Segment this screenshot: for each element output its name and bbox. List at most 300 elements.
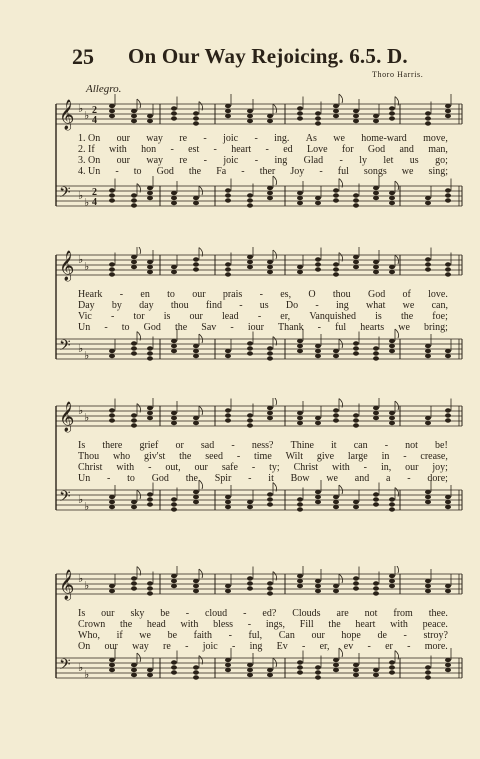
notehead [171, 339, 177, 343]
notehead [333, 500, 339, 504]
notehead [389, 584, 395, 588]
lyrics-block [78, 440, 448, 484]
notehead [147, 492, 153, 496]
notehead [353, 673, 359, 677]
notehead [297, 660, 303, 664]
notehead [171, 196, 177, 200]
lyric-syllable: from [393, 608, 413, 619]
lyric-syllable: - [248, 473, 252, 484]
notehead [131, 265, 137, 269]
lyric-syllable: us [409, 155, 419, 166]
lyric-syllable: - [302, 641, 306, 652]
notehead [171, 584, 177, 588]
lyric-syllable: Heark [78, 289, 103, 300]
lyric-syllable: God [367, 144, 386, 155]
notehead [109, 505, 115, 509]
notehead [315, 267, 321, 271]
notehead [147, 502, 153, 506]
notehead [297, 502, 303, 506]
notehead [445, 198, 451, 202]
flat-sign-icon: ♭ [78, 573, 84, 585]
notehead [297, 106, 303, 110]
notehead [333, 114, 339, 118]
composer-credit: Thoro Harris. [372, 70, 424, 79]
notehead [333, 188, 339, 192]
lyric-syllable: to [121, 322, 130, 333]
notehead [225, 589, 231, 593]
lyric-line [78, 440, 448, 451]
lyric-syllable: to [133, 166, 142, 177]
notehead [389, 507, 395, 511]
notehead [109, 589, 115, 593]
lyric-syllable: our [405, 462, 419, 473]
lyric-syllable: crease, [420, 451, 448, 462]
notehead [389, 265, 395, 269]
notehead [131, 203, 137, 207]
notehead [353, 109, 359, 113]
notehead [109, 193, 115, 197]
notehead [267, 492, 273, 496]
notehead [315, 670, 321, 674]
lyric-syllable: ed? [262, 608, 277, 619]
notehead [267, 411, 273, 415]
lyric-syllable: be [160, 608, 170, 619]
note-flag [137, 99, 141, 108]
notehead [131, 668, 137, 672]
notehead [445, 188, 451, 192]
notehead [353, 668, 359, 672]
staff [56, 406, 462, 426]
notehead [297, 670, 303, 674]
notehead [171, 579, 177, 583]
notehead [425, 495, 431, 499]
lyric-syllable: - [317, 322, 321, 333]
lyric-syllable: faith [193, 630, 212, 641]
lyric-syllable: - [257, 311, 262, 322]
notehead [445, 104, 451, 108]
notehead [315, 349, 321, 353]
lyric-syllable: way [146, 155, 164, 166]
notehead [247, 418, 253, 422]
note-flag [339, 485, 343, 494]
note-flag [137, 247, 141, 254]
lyric-syllable: tor [133, 311, 145, 322]
flat-sign-icon: ♭ [84, 197, 90, 209]
notehead [171, 507, 177, 511]
notehead [247, 109, 253, 113]
note-flag [199, 334, 203, 343]
notehead [267, 668, 273, 672]
notehead [353, 255, 359, 259]
notehead [267, 114, 273, 118]
notehead [353, 423, 359, 427]
lyric-syllable: hope [341, 630, 361, 641]
notehead [267, 591, 273, 595]
lyric-syllable: with [116, 462, 135, 473]
notehead [333, 663, 339, 667]
bass-clef-icon: 𝄢 [59, 184, 71, 204]
lyric-syllable: God [367, 289, 386, 300]
lyric-syllable: er [385, 641, 393, 652]
notehead [247, 413, 253, 417]
lyric-syllable: - [213, 144, 217, 155]
lyric-syllable: Christ [78, 462, 103, 473]
treble-clef-icon: 𝄞 [59, 100, 75, 129]
notehead [425, 201, 431, 205]
note-flag [199, 406, 203, 415]
notehead [225, 109, 231, 113]
notehead [109, 188, 115, 192]
notehead [353, 500, 359, 504]
lyric-line [78, 322, 448, 333]
lyrics-block [78, 608, 448, 652]
note-flag [137, 653, 141, 662]
notehead [109, 418, 115, 422]
lyric-syllable: ev [343, 641, 354, 652]
notehead [373, 581, 379, 585]
lyric-syllable: - [228, 630, 232, 641]
notehead [425, 416, 431, 420]
notehead [297, 507, 303, 511]
notehead [445, 354, 451, 358]
lyric-syllable: the [185, 473, 198, 484]
flat-sign-icon: ♭ [84, 501, 90, 513]
lyric-syllable: joic [223, 155, 239, 166]
lyric-syllable: God [156, 166, 174, 177]
lyric-syllable: - [203, 133, 207, 144]
notehead [193, 500, 199, 504]
notehead [425, 354, 431, 358]
notehead [373, 411, 379, 415]
lyric-syllable: Fa [216, 166, 227, 177]
notehead [131, 119, 137, 123]
lyric-syllable: Who, [78, 630, 100, 641]
notehead [109, 413, 115, 417]
notehead [445, 262, 451, 266]
lyric-syllable: 1. On [78, 133, 101, 144]
notehead [425, 344, 431, 348]
notehead [131, 581, 137, 585]
notehead [247, 265, 253, 269]
lyric-syllable: we [402, 300, 415, 311]
lyric-line [78, 608, 448, 619]
notehead [267, 351, 273, 355]
lyric-syllable: our [194, 462, 208, 473]
notehead [333, 413, 339, 417]
notehead [353, 265, 359, 269]
lyric-syllable: God [143, 322, 161, 333]
notehead [297, 191, 303, 195]
notehead [247, 500, 253, 504]
note-flag [339, 574, 343, 583]
flat-sign-icon: ♭ [78, 254, 84, 266]
notehead [389, 111, 395, 115]
lyric-syllable: way [146, 133, 163, 144]
notehead [315, 121, 321, 125]
notehead [147, 497, 153, 501]
lyric-syllable: Spir [214, 473, 232, 484]
notehead [147, 270, 153, 274]
notehead [171, 502, 177, 506]
flat-sign-icon: ♭ [84, 350, 90, 362]
notehead [389, 502, 395, 506]
notehead [171, 201, 177, 205]
notehead [267, 265, 273, 269]
lyric-syllable: we [333, 133, 345, 144]
notehead [445, 109, 451, 113]
notehead [131, 586, 137, 590]
notehead [353, 260, 359, 264]
notehead [373, 114, 379, 118]
notehead [147, 586, 153, 590]
notehead [147, 411, 153, 415]
notehead [247, 581, 253, 585]
staff [56, 186, 462, 206]
notehead [247, 346, 253, 350]
notehead [247, 198, 253, 202]
notehead [333, 668, 339, 672]
lyric-syllable: er, [319, 641, 330, 652]
lyric-syllable: - [241, 166, 245, 177]
note-flag [273, 250, 277, 259]
lyric-line [78, 619, 448, 630]
lyric-syllable: home-ward [361, 133, 407, 144]
staff [56, 339, 462, 359]
notehead [147, 346, 153, 350]
lyric-syllable: foe; [432, 311, 448, 322]
notehead [333, 272, 339, 276]
note-flag [395, 255, 399, 264]
notehead [353, 119, 359, 123]
lyric-syllable: with [180, 619, 199, 630]
notehead [297, 196, 303, 200]
hymn-title: On Our Way Rejoicing. 6.5. D. [128, 44, 408, 68]
lyric-syllable: grief [139, 440, 159, 451]
notehead [171, 416, 177, 420]
notehead [353, 351, 359, 355]
lyric-syllable: 2. If [78, 144, 95, 155]
notehead [193, 196, 199, 200]
notehead [267, 356, 273, 360]
notehead [445, 584, 451, 588]
notehead [373, 492, 379, 496]
lyric-syllable: let [383, 155, 394, 166]
lyric-syllable: - [247, 619, 252, 630]
notehead [267, 191, 273, 195]
treble-clef-icon: 𝄞 [59, 402, 75, 431]
hymn-header [0, 0, 480, 95]
bass-clef-icon: 𝄢 [59, 337, 71, 357]
lyric-syllable: not [405, 440, 418, 451]
notehead [353, 198, 359, 202]
notehead [247, 673, 253, 677]
lyric-syllable: - [243, 608, 247, 619]
notehead [389, 116, 395, 120]
notehead [225, 668, 231, 672]
lyric-syllable: be [167, 630, 178, 641]
lyric-syllable: time [254, 451, 272, 462]
lyric-syllable: - [107, 473, 111, 484]
lyric-syllable: it [331, 440, 337, 451]
lyric-syllable: lead [222, 311, 239, 322]
notehead [425, 589, 431, 593]
lyric-syllable: ly [359, 155, 367, 166]
notehead [193, 670, 199, 674]
notehead [425, 262, 431, 266]
notehead [389, 416, 395, 420]
notehead [389, 191, 395, 195]
notehead [247, 576, 253, 580]
notehead [445, 114, 451, 118]
note-flag [273, 398, 277, 405]
notehead [297, 344, 303, 348]
lyric-syllable: our [192, 289, 206, 300]
lyric-syllable: to [127, 473, 135, 484]
lyric-line [78, 289, 448, 300]
notehead [425, 257, 431, 261]
notehead [333, 262, 339, 266]
notehead [247, 663, 253, 667]
flat-sign-icon: ♭ [78, 494, 84, 506]
lyric-syllable: er, [280, 311, 291, 322]
notehead [193, 421, 199, 425]
lyrics-block [78, 289, 448, 333]
notehead [225, 104, 231, 108]
lyric-syllable: joy; [432, 462, 448, 473]
notehead [389, 411, 395, 415]
notehead [131, 351, 137, 355]
notehead [445, 272, 451, 276]
lyric-syllable: find [205, 300, 222, 311]
note-flag [137, 490, 141, 499]
notehead [193, 116, 199, 120]
notehead [297, 111, 303, 115]
notehead [297, 116, 303, 120]
notehead [267, 406, 273, 410]
notehead [389, 421, 395, 425]
notehead [171, 265, 177, 269]
lyric-syllable: Glad [303, 155, 324, 166]
notehead [147, 260, 153, 264]
lyric-syllable: man, [428, 144, 448, 155]
note-flag [199, 569, 203, 578]
lyric-syllable: who [112, 451, 131, 462]
lyric-syllable: day [139, 300, 154, 311]
notehead [109, 267, 115, 271]
notehead [131, 673, 137, 677]
lyric-line [78, 166, 448, 177]
notehead [131, 505, 137, 509]
notehead [225, 408, 231, 412]
notehead [131, 418, 137, 422]
notehead [333, 505, 339, 509]
notehead [445, 500, 451, 504]
lyric-syllable: our [116, 133, 130, 144]
lyric-syllable: go; [435, 155, 448, 166]
lyric-syllable: Bow [290, 473, 310, 484]
lyric-syllable: with [390, 619, 408, 630]
lyric-syllable: en [140, 289, 150, 300]
notehead [109, 354, 115, 358]
notehead [315, 675, 321, 679]
flat-sign-icon: ♭ [78, 190, 84, 202]
notehead [109, 109, 115, 113]
treble-clef-icon: 𝄞 [59, 570, 75, 599]
lyric-syllable: giv'st [144, 451, 166, 462]
lyric-syllable: what [365, 300, 386, 311]
notehead [193, 121, 199, 125]
lyric-syllable: more. [424, 641, 448, 652]
notehead [247, 505, 253, 509]
notehead [147, 416, 153, 420]
lyric-syllable: O [308, 289, 316, 300]
note-flag [395, 181, 399, 190]
notehead [353, 341, 359, 345]
lyric-syllable: Clouds [292, 608, 321, 619]
notehead [373, 265, 379, 269]
lyric-syllable: seed [205, 451, 223, 462]
notehead [425, 584, 431, 588]
lyric-syllable: - [265, 144, 269, 155]
notehead [193, 201, 199, 205]
notehead [267, 196, 273, 200]
notehead [171, 665, 177, 669]
notehead [353, 418, 359, 422]
notehead [373, 502, 379, 506]
notehead [147, 356, 153, 360]
notehead [267, 497, 273, 501]
notehead [193, 589, 199, 593]
hymn-system [0, 566, 480, 716]
lyric-syllable: - [170, 144, 174, 155]
notehead [297, 579, 303, 583]
lyrics-block [78, 133, 448, 177]
note-flag [339, 94, 343, 103]
notehead [247, 114, 253, 118]
lyric-syllable: Christ [293, 462, 319, 473]
notehead [171, 111, 177, 115]
lyric-syllable: thou [332, 289, 351, 300]
notehead [247, 423, 253, 427]
notehead [333, 104, 339, 108]
notehead [315, 262, 321, 266]
lyric-syllable: - [236, 451, 241, 462]
lyric-syllable: not [364, 608, 378, 619]
notehead [389, 270, 395, 274]
notehead [193, 490, 199, 494]
lyric-syllable: Do [285, 300, 299, 311]
notehead [373, 186, 379, 190]
lyric-syllable: ing [335, 300, 349, 311]
notehead [353, 346, 359, 350]
notehead [193, 416, 199, 420]
lyric-syllable: the [119, 619, 133, 630]
notehead [373, 260, 379, 264]
notehead [425, 670, 431, 674]
notehead [147, 114, 153, 118]
staff [56, 574, 462, 594]
notehead [297, 416, 303, 420]
notehead [445, 663, 451, 667]
notehead [147, 119, 153, 123]
lyric-syllable: move, [423, 133, 448, 144]
lyric-syllable: re [179, 155, 188, 166]
lyric-syllable: - [230, 322, 234, 333]
notehead [315, 495, 321, 499]
notehead [193, 579, 199, 583]
notehead [247, 260, 253, 264]
notehead [267, 586, 273, 590]
